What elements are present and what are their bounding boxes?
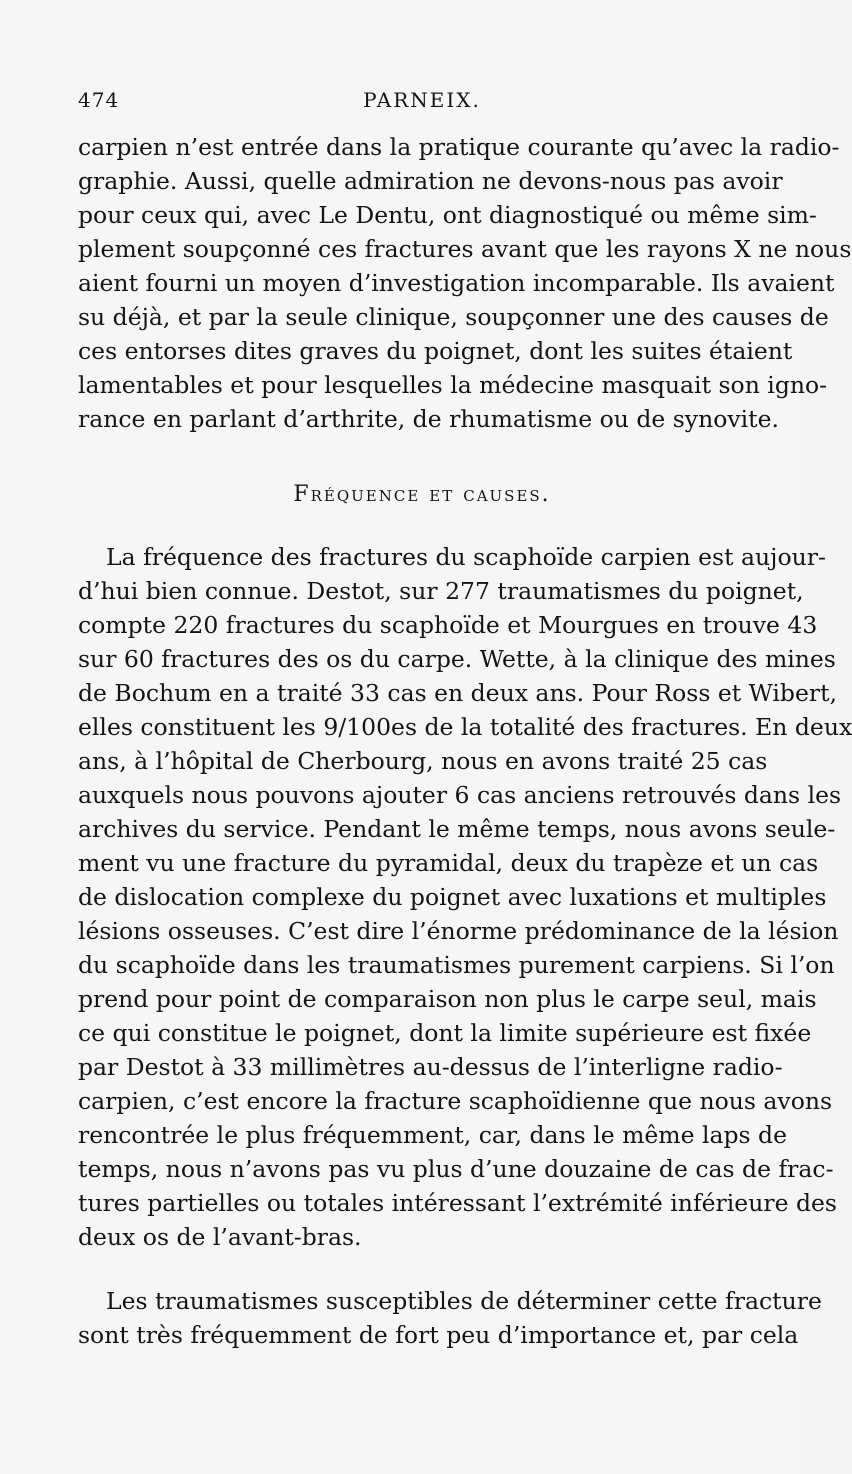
page-header bbox=[78, 88, 766, 118]
text-line: plement soupçonné ces fractures avant que les rayons X ne nous bbox=[78, 235, 852, 263]
text-line: ans, à l’hôpital de Cherbourg, nous en avons traité 25 cas bbox=[78, 747, 768, 775]
text-line: lésions osseuses. C’est dire l’énorme prédominance de la lésion bbox=[78, 917, 839, 945]
text-line: sur 60 fractures des os du carpe. Wette, à la clinique des mines bbox=[78, 645, 836, 673]
text-line: elles constituent les 9/100es de la totalité des fractures. En deux bbox=[78, 713, 852, 741]
text-line: de dislocation complexe du poignet avec luxations et multiples bbox=[78, 883, 827, 911]
text-line: La fréquence des fractures du scaphoïde carpien est aujour- bbox=[106, 543, 826, 571]
text-line: temps, nous n’avons pas vu plus d’une douzaine de cas de frac- bbox=[78, 1155, 834, 1183]
text-line: deux os de l’avant-bras. bbox=[78, 1223, 362, 1251]
running-head: PARNEIX. bbox=[363, 88, 481, 112]
text-line: pour ceux qui, avec Le Dentu, ont diagnostiqué ou même sim- bbox=[78, 201, 817, 229]
page-number: 474 bbox=[78, 88, 120, 112]
text-line: du scaphoïde dans les traumatismes purement carpiens. Si l’on bbox=[78, 951, 835, 979]
paragraph-1 bbox=[78, 130, 852, 436]
text-line: compte 220 fractures du scaphoïde et Mourgues en trouve 43 bbox=[78, 611, 818, 639]
text-line: tures partielles ou totales intéressant l’extrémité inférieure des bbox=[78, 1189, 837, 1217]
text-line: rencontrée le plus fréquemment, car, dans le même laps de bbox=[78, 1121, 787, 1149]
text-line: prend pour point de comparaison non plus le carpe seul, mais bbox=[78, 985, 817, 1013]
text-line: archives du service. Pendant le même temps, nous avons seule- bbox=[78, 815, 836, 843]
text-line: auxquels nous pouvons ajouter 6 cas anciens retrouvés dans les bbox=[78, 781, 842, 809]
section-heading: Fréquence et causes. bbox=[293, 482, 551, 507]
text-line: de Bochum en a traité 33 cas en deux ans. Pour Ross et Wibert, bbox=[78, 679, 838, 707]
text-line: lamentables et pour lesquelles la médecine masquait son igno- bbox=[78, 371, 828, 399]
text-line: rance en parlant d’arthrite, de rhumatisme ou de synovite. bbox=[78, 405, 779, 433]
paragraph-3 bbox=[78, 1284, 822, 1352]
text-line: aient fourni un moyen d’investigation incomparable. Ils avaient bbox=[78, 269, 835, 297]
text-line: sont très fréquemment de fort peu d’importance et, par cela bbox=[78, 1321, 799, 1349]
text-line: carpien, c’est encore la fracture scaphoïdienne que nous avons bbox=[78, 1087, 833, 1115]
text-line: graphie. Aussi, quelle admiration ne devons-nous pas avoir bbox=[78, 167, 783, 195]
text-line: ment vu une fracture du pyramidal, deux du trapèze et un cas bbox=[78, 849, 819, 877]
paragraph-2 bbox=[78, 540, 852, 1254]
text-line: carpien n’est entrée dans la pratique courante qu’avec la radio- bbox=[78, 133, 840, 161]
text-line: ces entorses dites graves du poignet, dont les suites étaient bbox=[78, 337, 793, 365]
text-line: su déjà, et par la seule clinique, soupçonner une des causes de bbox=[78, 303, 829, 331]
text-line: ce qui constitue le poignet, dont la limite supérieure est fixée bbox=[78, 1019, 812, 1047]
text-line: par Destot à 33 millimètres au-dessus de l’interligne radio- bbox=[78, 1053, 783, 1081]
text-line: d’hui bien connue. Destot, sur 277 traumatismes du poignet, bbox=[78, 577, 804, 605]
text-line: Les traumatismes susceptibles de déterminer cette fracture bbox=[106, 1287, 822, 1315]
